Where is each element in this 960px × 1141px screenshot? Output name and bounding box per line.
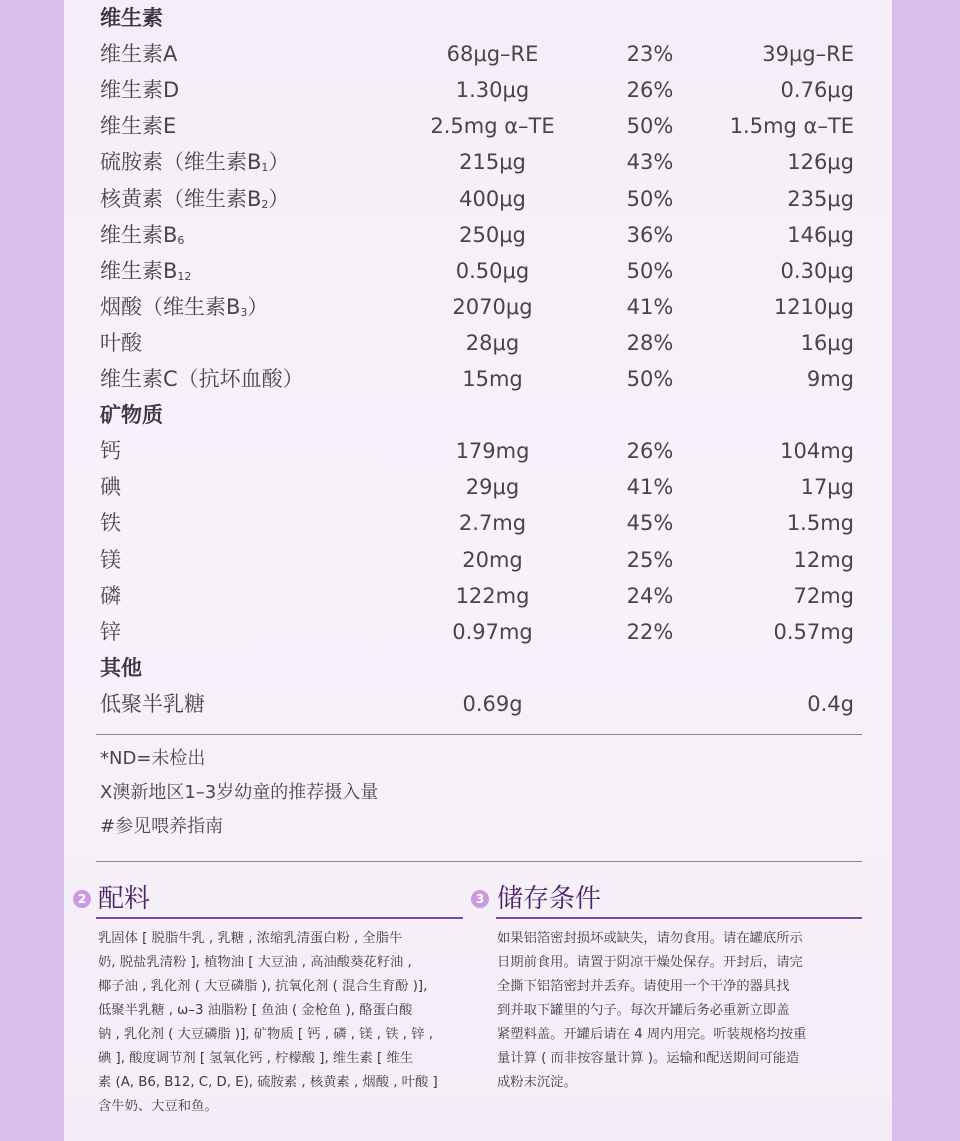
nutrient-name [100, 72, 179, 108]
nutrient-name-text: 维生素A [100, 42, 178, 67]
nutrient-row [100, 181, 860, 217]
amount-per-serving: 9mg [806, 367, 854, 391]
text-line: 素 (A, B6, B12, C, D, E), 硫胺素 , 核黄素 , 烟酸 , 叶酸 ] [98, 1075, 438, 1090]
nutrient-row [100, 433, 860, 469]
text-line: 含牛奶、大豆和鱼。 [98, 1099, 218, 1114]
nutrient-name-text: 维生素C（抗坏血酸） [100, 367, 304, 391]
nutrient-name-text: 磷 [100, 583, 121, 608]
text-line: 椰子油 , 乳化剂 ( 大豆磷脂 ), 抗氧化剂 ( 混合生育酚 )], [98, 979, 428, 994]
amount-per-serving: 72mg [793, 583, 854, 608]
nutrient-row [100, 469, 860, 505]
text-line: 钠 , 乳化剂 ( 大豆磷脂 )], 矿物质 [ 钙 , 磷 , 镁 , 铁 , 锌 , [98, 1027, 433, 1042]
amount-per-100g: 122mg [455, 583, 530, 608]
amount-per-serving: 0.4g [807, 691, 854, 716]
nutrient-row [100, 72, 860, 108]
nutrient-row [100, 36, 860, 72]
nutrient-name-text: 低聚半乳糖 [100, 691, 205, 716]
text-line: 奶, 脱盐乳清粉 ], 植物油 [ 大豆油 , 高油酸葵花籽油 , [98, 955, 412, 970]
text-line: 碘 ], 酸度调节剂 [ 氢氧化钙 , 柠檬酸 ], 维生素 [ 维生 [98, 1051, 414, 1066]
vitamins-section-title: 维生素 [100, 6, 163, 30]
percent-rni: 41% [626, 294, 674, 319]
amount-per-100g: 2.5mg α–TE [430, 114, 555, 139]
storage-text [497, 927, 867, 1095]
note-guide: #参见喂养指南 [100, 816, 224, 837]
nutrient-name [100, 686, 205, 722]
heading-underline [96, 917, 463, 919]
percent-rni: 50% [626, 186, 674, 211]
nutrient-name [100, 108, 176, 144]
amount-per-100g: 0.97mg [452, 619, 533, 644]
nutrient-name [100, 361, 304, 397]
text-line: 全撕下铝箔密封并丢弃。请使用一个干净的器具找 [497, 979, 790, 994]
amount-per-serving: 12mg [793, 547, 854, 572]
amount-per-serving: 0.76μg [780, 78, 854, 103]
nutrient-name [100, 542, 121, 578]
nutrient-row [100, 505, 860, 541]
nutrient-row [100, 253, 860, 289]
percent-rni: 26% [626, 439, 674, 464]
amount-per-100g: 179mg [455, 439, 530, 464]
ingredients-heading: 配料 [98, 884, 151, 914]
text-line: 乳固体 [ 脱脂牛乳 , 乳糖 , 浓缩乳清蛋白粉 , 全脂牛 [98, 931, 403, 946]
nutrient-name [100, 505, 121, 541]
heading-underline [496, 917, 862, 919]
nutrient-name-text: 铁 [100, 511, 121, 536]
amount-per-100g: 215μg [459, 150, 526, 175]
percent-rni: 45% [626, 511, 674, 536]
nutrient-row [100, 289, 860, 325]
nutrient-row [100, 614, 860, 650]
amount-per-100g: 2070μg [452, 294, 533, 319]
amount-per-100g: 68μg–RE [446, 42, 539, 67]
nutrient-name-tail: ） [268, 186, 290, 211]
storage-heading: 储存条件 [497, 884, 602, 914]
amount-per-serving: 0.30μg [780, 258, 854, 283]
amount-per-100g: 29μg [465, 475, 520, 500]
percent-rni: 24% [626, 583, 674, 608]
nutrient-row [100, 108, 860, 144]
text-line: 紧塑料盖。开罐后请在 4 周内用完。听装规格均按重 [497, 1027, 807, 1042]
nutrient-row [100, 542, 860, 578]
amount-per-serving: 126μg [787, 150, 854, 175]
ingredients-text [98, 927, 468, 1119]
nutrient-name [100, 578, 121, 614]
nutrient-subscript: 12 [177, 269, 192, 283]
percent-rni: 26% [626, 78, 674, 103]
percent-rni: 43% [626, 150, 674, 175]
nutrient-name-text: 维生素B [100, 258, 178, 283]
divider [96, 734, 862, 735]
amount-per-100g: 250μg [459, 222, 526, 247]
text-line: 如果铝箔密封损坏或缺失，请勿食用。请在罐底所示 [497, 931, 803, 946]
nutrient-name-text: 碘 [100, 475, 121, 500]
amount-per-100g: 2.7mg [458, 511, 527, 536]
amount-per-serving: 0.57mg [773, 619, 854, 644]
amount-per-serving: 39μg–RE [762, 42, 854, 67]
note-rni: X澳新地区1–3岁幼童的推荐摄入量 [100, 782, 379, 803]
nutrient-row [100, 686, 860, 722]
nutrient-name [100, 469, 121, 505]
nutrient-name-tail: ） [247, 294, 269, 319]
nutrient-name-text: 维生素E [100, 114, 177, 139]
nutrient-row [100, 325, 860, 361]
nutrient-subscript: 6 [177, 233, 185, 247]
nutrient-row [100, 144, 860, 180]
amount-per-100g: 15mg [462, 367, 523, 391]
text-line: 到并取下罐里的勺子。每次开罐后务必重新立即盖 [497, 1003, 790, 1018]
nutrient-name-text: 钙 [100, 439, 121, 464]
amount-per-100g: 20mg [462, 547, 523, 572]
nutrient-name-text: 维生素D [100, 78, 180, 103]
nutrient-subscript: 1 [261, 161, 269, 175]
nutrient-name [100, 36, 177, 72]
amount-per-100g: 0.50μg [455, 258, 530, 283]
amount-per-serving: 146μg [787, 222, 854, 247]
amount-per-serving: 104mg [780, 439, 854, 464]
section-number-badge: 2 [73, 890, 91, 908]
percent-rni: 50% [626, 367, 674, 391]
minerals-section-title: 矿物质 [100, 403, 163, 428]
amount-per-serving: 1.5mg α–TE [729, 114, 854, 139]
amount-per-serving: 16μg [800, 330, 854, 355]
amount-per-serving: 1210μg [773, 294, 854, 319]
amount-per-serving: 235μg [787, 186, 854, 211]
nutrient-name-text: 核黄素（维生素B [100, 186, 262, 211]
nutrient-name-text: 镁 [100, 547, 121, 572]
percent-rni: 25% [626, 547, 674, 572]
nutrient-name-tail: ） [268, 150, 290, 175]
amount-per-100g: 28μg [465, 330, 520, 355]
nutrient-name [100, 614, 121, 650]
text-line: 成粉末沉淀。 [497, 1075, 577, 1090]
divider [96, 861, 862, 862]
percent-rni: 36% [626, 222, 674, 247]
nutrient-name [100, 325, 142, 361]
nutrient-subscript: 2 [261, 197, 269, 211]
percent-rni: 28% [626, 330, 674, 355]
percent-rni: 22% [626, 619, 674, 644]
others-section-title: 其他 [100, 655, 142, 680]
nutrient-name-text: 烟酸（维生素B [100, 294, 241, 319]
percent-rni: 50% [626, 114, 674, 139]
note-nd: *ND=未检出 [100, 748, 206, 769]
nutrient-name [100, 433, 121, 469]
amount-per-serving: 17μg [800, 475, 854, 500]
nutrient-row [100, 217, 860, 253]
amount-per-100g: 400μg [459, 186, 526, 211]
nutrient-name-text: 维生素B [100, 222, 178, 247]
amount-per-100g: 1.30μg [455, 78, 530, 103]
nutrient-subscript: 3 [240, 305, 248, 319]
text-line: 日期前食用。请置于阴凉干燥处保存。开封后，请完 [497, 955, 803, 970]
section-number-badge: 3 [471, 890, 489, 908]
amount-per-serving: 1.5mg [786, 511, 854, 536]
amount-per-100g: 0.69g [462, 691, 523, 716]
nutrient-row [100, 361, 860, 397]
percent-rni: 50% [626, 258, 674, 283]
text-line: 量计算 ( 而非按容量计算 )。运输和配送期间可能造 [497, 1051, 800, 1066]
nutrient-name-text: 锌 [100, 619, 121, 644]
percent-rni: 23% [626, 42, 674, 67]
percent-rni: 41% [626, 475, 674, 500]
nutrient-row [100, 578, 860, 614]
nutrient-name-text: 硫胺素（维生素B [100, 150, 262, 175]
text-line: 低聚半乳糖 , ω–3 油脂粉 [ 鱼油 ( 金枪鱼 ), 酪蛋白酸 [98, 1003, 413, 1018]
nutrient-name-text: 叶酸 [100, 330, 142, 355]
